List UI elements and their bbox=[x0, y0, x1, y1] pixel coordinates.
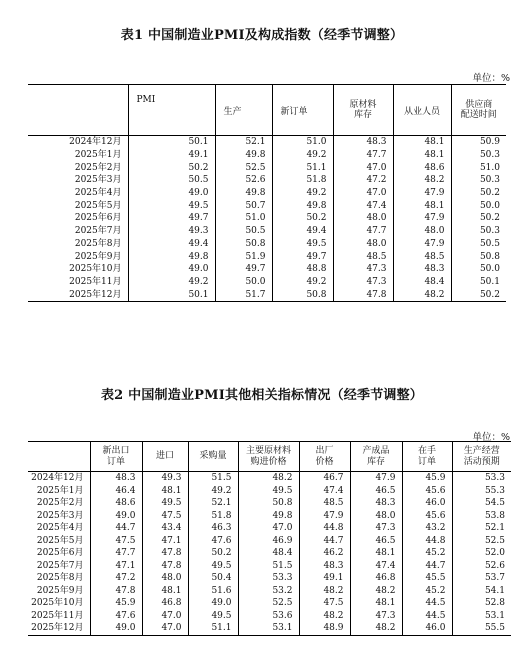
table1 bbox=[28, 84, 506, 302]
table1-cell: 49.5 bbox=[128, 199, 215, 212]
header-line: 价格 bbox=[315, 456, 334, 467]
table1-header-row bbox=[28, 85, 506, 136]
table2-cell: 49.0 bbox=[188, 597, 238, 610]
header-line: 供应商 bbox=[465, 99, 493, 110]
header-line: 配送时间 bbox=[460, 110, 497, 120]
table2-cell: 46.0 bbox=[402, 622, 452, 635]
table2-cell: 55.5 bbox=[452, 622, 511, 635]
table2-row-label: 2025年4月 bbox=[36, 523, 84, 534]
table2-row-label: 2025年3月 bbox=[36, 510, 84, 521]
table2-row bbox=[28, 485, 511, 498]
table2-cell: 48.1 bbox=[350, 547, 402, 560]
table1-cell: 48.1 bbox=[393, 136, 451, 149]
table1-row bbox=[28, 199, 506, 212]
table2-cell: 53.3 bbox=[452, 472, 511, 485]
table2-cell: 46.0 bbox=[402, 497, 452, 510]
table2-row-label: 2025年1月 bbox=[36, 485, 84, 496]
table2-cell: 55.3 bbox=[452, 485, 511, 498]
table1-row-label: 2025年12月 bbox=[69, 289, 122, 300]
table1-cell: 47.0 bbox=[333, 187, 393, 200]
table2-cell: 47.0 bbox=[142, 622, 188, 635]
table2-cell: 52.5 bbox=[452, 535, 511, 548]
table1-row bbox=[28, 238, 506, 251]
table1-row bbox=[28, 250, 506, 263]
table2-cell: 51.5 bbox=[238, 560, 299, 573]
table2-cell: 43.4 bbox=[142, 522, 188, 535]
table1-row-label: 2025年9月 bbox=[74, 251, 122, 262]
table2-row-label: 2025年12月 bbox=[31, 623, 84, 634]
table2-row bbox=[28, 497, 511, 510]
table1-cell: 52.1 bbox=[215, 136, 272, 149]
table2-cell: 45.5 bbox=[402, 572, 452, 585]
table2-cell: 45.2 bbox=[402, 585, 452, 598]
table1-cell: 50.2 bbox=[451, 187, 506, 200]
table1-cell: 49.2 bbox=[128, 276, 215, 289]
table1-row bbox=[28, 149, 506, 162]
table2-cell: 53.6 bbox=[238, 610, 299, 623]
table1-cell: 49.7 bbox=[272, 250, 333, 263]
table1-title: 表1 中国制造业PMI及构成指数（经季节调整） bbox=[120, 28, 404, 43]
table2-cell: 44.5 bbox=[402, 597, 452, 610]
table1-header bbox=[333, 85, 393, 136]
table2-cell: 49.8 bbox=[238, 510, 299, 523]
header-line: 采购量 bbox=[199, 451, 227, 462]
table1-cell: 49.7 bbox=[128, 212, 215, 225]
table2-cell: 45.9 bbox=[402, 472, 452, 485]
table2-row bbox=[28, 560, 511, 573]
table1-cell: 49.0 bbox=[128, 187, 215, 200]
table2-cell: 47.2 bbox=[90, 572, 142, 585]
table2-row bbox=[28, 572, 511, 585]
table2-cell: 52.1 bbox=[452, 522, 511, 535]
table2-cell: 50.2 bbox=[188, 547, 238, 560]
table2-cell: 52.1 bbox=[188, 497, 238, 510]
table1-row-label: 2025年8月 bbox=[74, 238, 122, 249]
table2-cell: 46.8 bbox=[142, 597, 188, 610]
table1-row bbox=[28, 263, 506, 276]
table1-cell: 49.8 bbox=[272, 199, 333, 212]
table2-cell: 47.8 bbox=[142, 547, 188, 560]
table2-unit: 单位：% bbox=[472, 432, 510, 443]
table2-cell: 47.0 bbox=[142, 610, 188, 623]
table2-cell: 48.2 bbox=[299, 610, 350, 623]
table2-cell: 48.3 bbox=[350, 497, 402, 510]
table1-cell: 51.0 bbox=[272, 136, 333, 149]
table2-cell: 47.6 bbox=[90, 610, 142, 623]
table1-cell: 50.1 bbox=[451, 276, 506, 289]
table2-cell: 46.2 bbox=[299, 547, 350, 560]
table2-cell: 51.5 bbox=[188, 472, 238, 485]
table1-row bbox=[28, 136, 506, 149]
header-line: 原材料 bbox=[349, 99, 377, 110]
table2-cell: 48.0 bbox=[142, 572, 188, 585]
table1-cell: 51.7 bbox=[215, 288, 272, 301]
table1-cell: 50.5 bbox=[215, 225, 272, 238]
table1-cell: 48.5 bbox=[333, 250, 393, 263]
table1-cell: 50.5 bbox=[128, 174, 215, 187]
table2-row bbox=[28, 535, 511, 548]
table2-cell: 48.3 bbox=[90, 472, 142, 485]
table2-cell: 46.5 bbox=[350, 485, 402, 498]
table1-cell: 49.4 bbox=[128, 238, 215, 251]
table1-cell: 49.2 bbox=[272, 149, 333, 162]
table2-row-label: 2025年5月 bbox=[36, 535, 84, 546]
table1-cell: 49.3 bbox=[128, 225, 215, 238]
table2-cell: 52.5 bbox=[238, 597, 299, 610]
header-line: 订单 bbox=[106, 456, 125, 467]
table1-header: 从业人员 bbox=[393, 85, 451, 136]
header-line: 主要原材料 bbox=[245, 446, 291, 456]
table1-cell: 50.8 bbox=[451, 250, 506, 263]
table2-cell: 48.0 bbox=[350, 510, 402, 523]
table2-row-label: 2025年8月 bbox=[36, 573, 84, 584]
table1-cell: 51.0 bbox=[451, 161, 506, 174]
header-line: 新出口 bbox=[102, 446, 130, 456]
table1-row-label: 2025年10月 bbox=[69, 264, 122, 275]
table2-cell: 47.7 bbox=[90, 547, 142, 560]
table1-row-label: 2025年6月 bbox=[74, 213, 122, 224]
table1-cell: 51.1 bbox=[272, 161, 333, 174]
table2-row-label: 2025年10月 bbox=[31, 598, 84, 609]
table2-cell: 48.2 bbox=[238, 472, 299, 485]
table2-cell: 47.3 bbox=[350, 522, 402, 535]
table1-cell: 49.8 bbox=[215, 187, 272, 200]
table2-cell: 47.1 bbox=[90, 560, 142, 573]
table2-cell: 53.3 bbox=[238, 572, 299, 585]
table1-cell: 48.0 bbox=[393, 225, 451, 238]
table1-cell: 49.4 bbox=[272, 225, 333, 238]
table2-row bbox=[28, 585, 511, 598]
table1-cell: 50.2 bbox=[451, 212, 506, 225]
table2-cell: 53.1 bbox=[452, 610, 511, 623]
table2-cell: 48.1 bbox=[142, 585, 188, 598]
table2-row bbox=[28, 522, 511, 535]
table1-cell: 47.9 bbox=[393, 238, 451, 251]
table2 bbox=[28, 441, 511, 636]
table2-cell: 47.3 bbox=[350, 610, 402, 623]
table1-row bbox=[28, 187, 506, 200]
table2-cell: 49.0 bbox=[90, 510, 142, 523]
table1-cell: 48.4 bbox=[393, 276, 451, 289]
table2-cell: 48.1 bbox=[350, 597, 402, 610]
table1-cell: 49.0 bbox=[128, 263, 215, 276]
table1-cell: 47.7 bbox=[333, 149, 393, 162]
table1-cell: 50.1 bbox=[128, 288, 215, 301]
table2-cell: 44.7 bbox=[299, 535, 350, 548]
table2-cell: 49.0 bbox=[90, 622, 142, 635]
table1-cell: 48.1 bbox=[393, 149, 451, 162]
table1-cell: 47.8 bbox=[333, 288, 393, 301]
table1-header bbox=[451, 85, 506, 136]
table1-cell: 52.6 bbox=[215, 174, 272, 187]
table1-header: 新订单 bbox=[272, 85, 333, 136]
table2-cell: 49.3 bbox=[142, 472, 188, 485]
table2-header-row bbox=[28, 442, 511, 472]
table2-cell: 47.4 bbox=[299, 485, 350, 498]
header-line: 生产经营 bbox=[463, 446, 500, 456]
table2-body bbox=[28, 472, 511, 636]
table1-cell: 48.6 bbox=[393, 161, 451, 174]
table1-cell: 47.0 bbox=[333, 161, 393, 174]
table2-cell: 53.1 bbox=[238, 622, 299, 635]
table1-cell: 50.2 bbox=[451, 288, 506, 301]
table2-cell: 52.8 bbox=[452, 597, 511, 610]
table2-cell: 43.2 bbox=[402, 522, 452, 535]
table1-unit: 单位：% bbox=[472, 73, 510, 84]
table1-cell: 47.4 bbox=[333, 199, 393, 212]
table1-cell: 48.3 bbox=[333, 136, 393, 149]
table2-cell: 46.8 bbox=[350, 572, 402, 585]
table1-row bbox=[28, 212, 506, 225]
table1-cell: 49.2 bbox=[272, 276, 333, 289]
table1-cell: 47.3 bbox=[333, 263, 393, 276]
table2-cell: 49.1 bbox=[299, 572, 350, 585]
table1-row-label: 2025年11月 bbox=[69, 276, 122, 287]
table1-row-label: 2025年3月 bbox=[74, 175, 122, 186]
table2-cell: 49.5 bbox=[142, 497, 188, 510]
table2-row bbox=[28, 622, 511, 635]
header-line: 购进价格 bbox=[250, 456, 287, 467]
table2-header bbox=[350, 442, 402, 472]
table1-header: 生产 bbox=[215, 85, 272, 136]
table1-cell: 49.8 bbox=[215, 149, 272, 162]
table2-cell: 47.9 bbox=[299, 510, 350, 523]
table2-header bbox=[402, 442, 452, 472]
table2-cell: 48.5 bbox=[299, 497, 350, 510]
table1-cell: 49.5 bbox=[272, 238, 333, 251]
table1-body bbox=[28, 136, 506, 302]
table2-cell: 45.6 bbox=[402, 510, 452, 523]
table2-cell: 48.6 bbox=[90, 497, 142, 510]
table2-row bbox=[28, 610, 511, 623]
table2-cell: 47.5 bbox=[142, 510, 188, 523]
table2-row-label: 2025年6月 bbox=[36, 548, 84, 559]
table2-header bbox=[90, 442, 142, 472]
table2-cell: 47.4 bbox=[350, 560, 402, 573]
table2-cell: 49.5 bbox=[188, 610, 238, 623]
table1-cell: 51.0 bbox=[215, 212, 272, 225]
table2-cell: 45.9 bbox=[90, 597, 142, 610]
table1-row bbox=[28, 288, 506, 301]
table2-corner bbox=[28, 442, 90, 472]
table2-row-label: 2024年12月 bbox=[31, 473, 84, 484]
table2-cell: 51.1 bbox=[188, 622, 238, 635]
header-line: 在手 bbox=[417, 446, 436, 456]
table2-cell: 48.2 bbox=[350, 622, 402, 635]
table2-cell: 50.4 bbox=[188, 572, 238, 585]
table1-cell: 50.0 bbox=[215, 276, 272, 289]
table1-cell: 50.9 bbox=[451, 136, 506, 149]
table2-cell: 49.5 bbox=[188, 560, 238, 573]
table1-cell: 49.2 bbox=[272, 187, 333, 200]
table2-row bbox=[28, 510, 511, 523]
table2-row-label: 2025年2月 bbox=[36, 498, 84, 509]
table1-cell: 48.0 bbox=[333, 238, 393, 251]
table2-cell: 48.2 bbox=[299, 585, 350, 598]
table1-row bbox=[28, 161, 506, 174]
table2-cell: 53.2 bbox=[238, 585, 299, 598]
table1-cell: 50.8 bbox=[272, 288, 333, 301]
table1-cell: 47.3 bbox=[333, 276, 393, 289]
table2-cell: 53.7 bbox=[452, 572, 511, 585]
table2-cell: 51.6 bbox=[188, 585, 238, 598]
table2-cell: 52.6 bbox=[452, 560, 511, 573]
table1-cell: 50.2 bbox=[272, 212, 333, 225]
header-line: 库存 bbox=[366, 456, 385, 467]
table2-row-label: 2025年7月 bbox=[36, 560, 84, 571]
table2-header bbox=[238, 442, 299, 472]
table2-cell: 48.4 bbox=[238, 547, 299, 560]
table1-cell: 50.3 bbox=[451, 149, 506, 162]
table2-cell: 47.5 bbox=[90, 535, 142, 548]
table2-cell: 47.6 bbox=[188, 535, 238, 548]
table2-cell: 51.8 bbox=[188, 510, 238, 523]
header-line: 进口 bbox=[155, 451, 174, 462]
table1-header: PMI bbox=[128, 85, 215, 136]
table1-cell: 49.7 bbox=[215, 263, 272, 276]
table2-cell: 46.5 bbox=[350, 535, 402, 548]
table1-cell: 48.8 bbox=[272, 263, 333, 276]
table2-cell: 46.3 bbox=[188, 522, 238, 535]
table2-cell: 47.1 bbox=[142, 535, 188, 548]
table2-row bbox=[28, 597, 511, 610]
table1-cell: 49.1 bbox=[128, 149, 215, 162]
table2-cell: 50.8 bbox=[238, 497, 299, 510]
table1-cell: 51.9 bbox=[215, 250, 272, 263]
table2-cell: 44.8 bbox=[299, 522, 350, 535]
header-line: 库存 bbox=[353, 110, 372, 120]
table2-cell: 53.8 bbox=[452, 510, 511, 523]
table2-cell: 52.0 bbox=[452, 547, 511, 560]
table2-cell: 45.6 bbox=[402, 485, 452, 498]
table2-row bbox=[28, 472, 511, 485]
table2-cell: 44.7 bbox=[402, 560, 452, 573]
table1-cell: 47.9 bbox=[393, 187, 451, 200]
table1-cell: 50.2 bbox=[128, 161, 215, 174]
header-line: 订单 bbox=[417, 456, 436, 467]
table2-cell: 46.9 bbox=[238, 535, 299, 548]
table1-cell: 51.8 bbox=[272, 174, 333, 187]
table1-cell: 47.9 bbox=[393, 212, 451, 225]
table1-row-label: 2025年1月 bbox=[74, 150, 122, 161]
table2-row-label: 2025年9月 bbox=[36, 585, 84, 596]
table2-row-label: 2025年11月 bbox=[31, 610, 84, 621]
table1-cell: 48.0 bbox=[333, 212, 393, 225]
table1-cell: 50.0 bbox=[451, 263, 506, 276]
table1-row bbox=[28, 225, 506, 238]
table1-cell: 50.8 bbox=[215, 238, 272, 251]
table2-cell: 46.7 bbox=[299, 472, 350, 485]
table2-cell: 47.9 bbox=[350, 472, 402, 485]
table2-cell: 47.0 bbox=[238, 522, 299, 535]
table1-row-label: 2024年12月 bbox=[69, 137, 122, 148]
header-line: 活动预期 bbox=[463, 456, 500, 467]
table2-row bbox=[28, 547, 511, 560]
table2-cell: 48.3 bbox=[299, 560, 350, 573]
table1-cell: 50.3 bbox=[451, 174, 506, 187]
table2-header bbox=[452, 442, 511, 472]
table2-cell: 48.9 bbox=[299, 622, 350, 635]
table2-cell: 44.7 bbox=[90, 522, 142, 535]
table1-cell: 48.2 bbox=[393, 174, 451, 187]
table1-cell: 49.8 bbox=[128, 250, 215, 263]
table2-header bbox=[299, 442, 350, 472]
table1-cell: 48.2 bbox=[393, 288, 451, 301]
table2-cell: 49.5 bbox=[238, 485, 299, 498]
table1-row-label: 2025年4月 bbox=[74, 188, 122, 199]
table2-cell: 45.2 bbox=[402, 547, 452, 560]
table1-row-label: 2025年2月 bbox=[74, 162, 122, 173]
header-line: 出厂 bbox=[315, 446, 334, 456]
table2-cell: 47.5 bbox=[299, 597, 350, 610]
table1-cell: 47.2 bbox=[333, 174, 393, 187]
table1-row bbox=[28, 174, 506, 187]
table2-cell: 44.5 bbox=[402, 610, 452, 623]
table2-cell: 47.8 bbox=[90, 585, 142, 598]
table1-row-label: 2025年7月 bbox=[74, 226, 122, 237]
table2-cell: 46.4 bbox=[90, 485, 142, 498]
table1-row bbox=[28, 276, 506, 289]
table2-title: 表2 中国制造业PMI其他相关指标情况（经季节调整） bbox=[100, 388, 424, 403]
header-line: 产成品 bbox=[362, 446, 390, 456]
table1-cell: 48.3 bbox=[393, 263, 451, 276]
table1-cell: 50.5 bbox=[451, 238, 506, 251]
table1-cell: 50.7 bbox=[215, 199, 272, 212]
table1-cell: 50.0 bbox=[451, 199, 506, 212]
table1-cell: 52.5 bbox=[215, 161, 272, 174]
table1-cell: 48.5 bbox=[393, 250, 451, 263]
table2-cell: 54.5 bbox=[452, 497, 511, 510]
table2-cell: 48.1 bbox=[142, 485, 188, 498]
table1-cell: 47.7 bbox=[333, 225, 393, 238]
table1-cell: 50.3 bbox=[451, 225, 506, 238]
table2-cell: 54.1 bbox=[452, 585, 511, 598]
table1-cell: 50.1 bbox=[128, 136, 215, 149]
table2-cell: 44.8 bbox=[402, 535, 452, 548]
table2-cell: 48.2 bbox=[350, 585, 402, 598]
table2-header bbox=[188, 442, 238, 472]
table2-cell: 47.8 bbox=[142, 560, 188, 573]
table1-row-label: 2025年5月 bbox=[74, 200, 122, 211]
table1-cell: 48.1 bbox=[393, 199, 451, 212]
table2-cell: 49.2 bbox=[188, 485, 238, 498]
table2-header bbox=[142, 442, 188, 472]
table1-corner bbox=[28, 85, 128, 136]
